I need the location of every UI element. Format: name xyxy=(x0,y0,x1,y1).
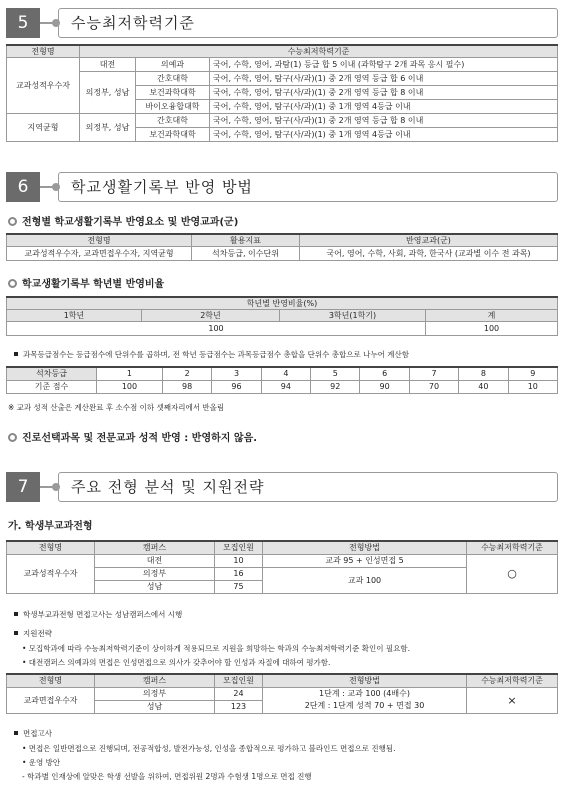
header-cell: 전형방법 xyxy=(263,541,467,554)
subheading: 학교생활기록부 학년별 반영비율 xyxy=(8,275,164,290)
campus: 성남 xyxy=(95,700,215,713)
score: 70 xyxy=(409,380,458,393)
department: 보건과학대학 xyxy=(136,128,210,142)
score: 92 xyxy=(311,380,360,393)
square-bullet-icon xyxy=(14,612,18,616)
gyogwa-table xyxy=(6,540,558,594)
standard: 국어, 수학, 영어, 탐구(사/과)(1) 중 1개 영역 4등급 이내 xyxy=(210,100,558,114)
score: 98 xyxy=(162,380,211,393)
track-name: 교과성적우수자 xyxy=(7,58,80,114)
method: 교과 100 xyxy=(263,567,467,593)
header-cell: 전형명 xyxy=(7,45,80,58)
header-cell: 학년별 반영비율(%) xyxy=(7,297,558,310)
header-cell: 캠퍼스 xyxy=(95,541,215,554)
bullet-note: 면접고사 xyxy=(14,728,52,739)
ring-bullet-icon xyxy=(8,279,17,288)
quota: 10 xyxy=(215,554,263,567)
department: 바이오융합대학 xyxy=(136,100,210,114)
section-7-header xyxy=(6,472,558,502)
header-cell: 석차등급 xyxy=(7,367,97,380)
score: 96 xyxy=(212,380,261,393)
ring-bullet-icon xyxy=(8,217,17,226)
quota: 123 xyxy=(215,700,263,713)
section-title: 주요 전형 분석 및 지원전략 xyxy=(58,472,558,502)
header-cell: 전형방법 xyxy=(263,674,467,687)
square-bullet-icon xyxy=(14,631,18,635)
campus: 의정부 xyxy=(95,687,215,700)
header-cell: 모집인원 xyxy=(215,674,263,687)
grade: 9 xyxy=(508,367,557,380)
quota: 75 xyxy=(215,580,263,593)
grade: 3 xyxy=(212,367,261,380)
cell: 석차등급, 이수단위 xyxy=(192,247,300,261)
standard: 국어, 수학, 영어, 과탐(1) 등급 합 5 이내 (과학탐구 2개 과목 응시 필수) xyxy=(210,58,558,72)
campus: 대전 xyxy=(80,58,136,72)
header-cell: 수능최저학력기준 xyxy=(80,45,558,58)
header-cell: 계 xyxy=(426,310,558,322)
grade: 8 xyxy=(459,367,508,380)
section-title: 수능최저학력기준 xyxy=(58,8,558,38)
header-cell: 수능최저학력기준 xyxy=(467,541,558,554)
bullet-sub: • 모집학과에 따라 수능최저학력기준이 상이하게 적용되므로 지원을 희망하는 학과의 수능최저학력기준 확인이 필요함. xyxy=(22,644,411,653)
bullet-sub: • 면접은 일반면접으로 진행되며, 전공적합성, 발전가능성, 인성을 종합적으로 평가하고 블라인드 면접으로 진행됨. xyxy=(22,744,396,753)
reflection-elements-table xyxy=(6,233,558,261)
interview-table xyxy=(6,673,558,714)
grade: 4 xyxy=(261,367,310,380)
grade: 1 xyxy=(97,367,163,380)
square-bullet-icon xyxy=(14,731,18,735)
campus: 의정부, 성남 xyxy=(80,72,136,114)
score: 94 xyxy=(261,380,310,393)
header-cell: 3학년(1학기) xyxy=(280,310,426,322)
standard: 국어, 수학, 영어, 탐구(사/과)(1) 중 2개 영역 등급 합 6 이내 xyxy=(210,72,558,86)
min-standard: × xyxy=(467,687,558,713)
subheading: 전형별 학교생활기록부 반영요소 및 반영교과(군) xyxy=(8,213,238,228)
cell: 교과성적우수자, 교과면접우수자, 지역균형 xyxy=(7,247,192,261)
note: ※ 교과 성적 산출은 계산완료 후 소수점 이하 셋째자리에서 반올림 xyxy=(8,403,225,412)
subsection-heading: 가. 학생부교과전형 xyxy=(8,521,93,532)
header-cell: 반영교과(군) xyxy=(300,234,558,247)
department: 간호대학 xyxy=(136,72,210,86)
track-name: 교과면접우수자 xyxy=(7,687,95,713)
standard: 국어, 수학, 영어, 탐구(사/과)(1) 중 2개 영역 등급 합 8 이내 xyxy=(210,114,558,128)
header-cell: 캠퍼스 xyxy=(95,674,215,687)
ring-bullet-icon xyxy=(8,433,17,442)
cell: 100 xyxy=(7,322,426,336)
header-cell: 1학년 xyxy=(7,310,142,322)
cell: 100 xyxy=(426,322,558,336)
section-number: 7 xyxy=(6,472,40,502)
bullet-sub: • 대전캠퍼스 의예과의 면접은 인성면접으로 의사가 갖추어야 할 인성과 자질에 대하여 평가함. xyxy=(22,658,331,667)
grade: 2 xyxy=(162,367,211,380)
grade: 6 xyxy=(360,367,409,380)
bullet-sub: - 학과별 인재상에 알맞은 학생 선발을 위하여, 면접위원 2명과 수험생 1명으로 면접 진행 xyxy=(22,772,312,781)
grade-score-table xyxy=(6,366,558,394)
quota: 24 xyxy=(215,687,263,700)
quota: 16 xyxy=(215,567,263,580)
header-cell: 전형명 xyxy=(7,674,95,687)
header-cell: 활용지표 xyxy=(192,234,300,247)
section-number: 6 xyxy=(6,172,40,202)
header-cell: 2학년 xyxy=(142,310,280,322)
subheading: 진로선택과목 및 전문교과 성적 반영 : 반영하지 않음. xyxy=(8,429,257,444)
standard: 국어, 수학, 영어, 탐구(사/과)(1) 중 1개 영역 4등급 이내 xyxy=(210,128,558,142)
score: 40 xyxy=(459,380,508,393)
grade: 7 xyxy=(409,367,458,380)
section-number: 5 xyxy=(6,8,40,38)
standard: 국어, 수학, 영어, 탐구(사/과)(1) 중 2개 영역 등급 합 8 이내 xyxy=(210,86,558,100)
department: 보건과학대학 xyxy=(136,86,210,100)
score: 100 xyxy=(97,380,163,393)
row-label: 기준 점수 xyxy=(7,380,97,393)
cell: 국어, 영어, 수학, 사회, 과학, 한국사 (교과별 이수 전 과목) xyxy=(300,247,558,261)
method: 교과 95 + 인성면접 5 xyxy=(263,554,467,567)
department: 간호대학 xyxy=(136,114,210,128)
score: 90 xyxy=(360,380,409,393)
campus: 성남 xyxy=(95,580,215,593)
note: 과목등급점수는 등급점수에 단위수를 곱하며, 전 학년 등급점수는 과목등급점수 총합을 단위수 총합으로 나누어 계산함 xyxy=(14,349,409,360)
min-standard: ○ xyxy=(467,554,558,593)
method: 1단계 : 교과 100 (4배수) 2단계 : 1단계 성적 70 + 면접 30 xyxy=(263,687,467,713)
section-5-header xyxy=(6,8,558,38)
header-cell: 모집인원 xyxy=(215,541,263,554)
grade: 5 xyxy=(311,367,360,380)
min-standard-table xyxy=(6,44,558,142)
bullet-note: 학생부교과전형 면접고사는 성남캠퍼스에서 시행 xyxy=(14,609,182,620)
header-cell: 전형명 xyxy=(7,234,192,247)
grade-ratio-table xyxy=(6,296,558,336)
bullet-note: 지원전략 xyxy=(14,628,52,639)
section-6-header xyxy=(6,172,558,202)
department: 의예과 xyxy=(136,58,210,72)
section-title: 학교생활기록부 반영 방법 xyxy=(58,172,558,202)
campus: 대전 xyxy=(95,554,215,567)
score: 10 xyxy=(508,380,557,393)
track-name: 지역균형 xyxy=(7,114,80,142)
square-bullet-icon xyxy=(14,352,18,356)
header-cell: 수능최저학력기준 xyxy=(467,674,558,687)
campus: 의정부 xyxy=(95,567,215,580)
header-cell: 전형명 xyxy=(7,541,95,554)
campus: 의정부, 성남 xyxy=(80,114,136,142)
bullet-sub: • 운영 방안 xyxy=(22,758,61,767)
track-name: 교과성적우수자 xyxy=(7,554,95,593)
